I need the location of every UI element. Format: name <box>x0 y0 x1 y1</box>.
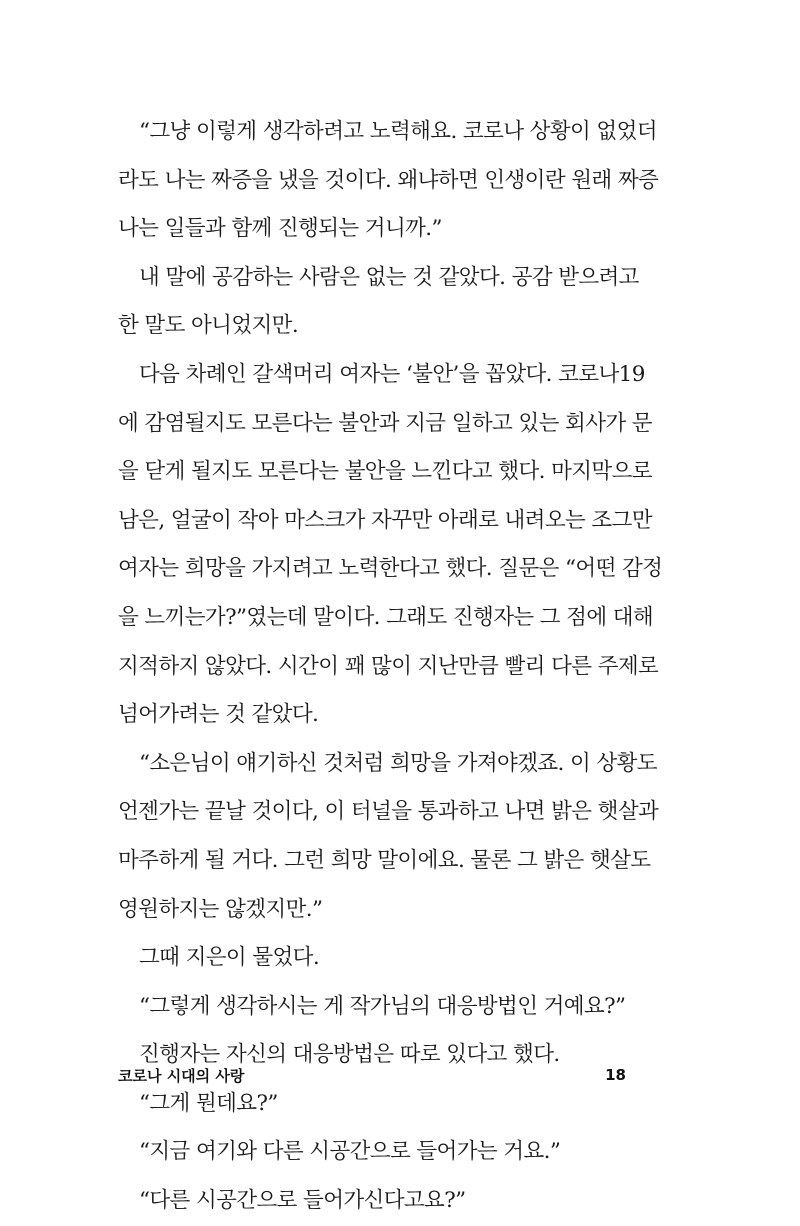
text-line: “그냥 이렇게 생각하려고 노력해요. 코로나 상황이 없었더 <box>139 119 657 144</box>
page-body <box>118 108 663 1226</box>
text-line: 언젠가는 끝날 것이다, 이 터널을 통과하고 나면 밝은 햇살과 <box>118 799 659 825</box>
text-line: 내 말에 공감하는 사람은 없는 것 같았다. 공감 받으려고 <box>139 264 639 290</box>
text-line: 라도 나는 짜증을 냈을 것이다. 왜냐하면 인생이란 원래 짜증 <box>118 167 659 193</box>
text-line: 지적하지 않았다. 시간이 꽤 많이 지난만큼 빨리 다른 주제로 <box>118 653 659 679</box>
text-line: 을 느끼는가?”였는데 말이다. 그래도 진행자는 그 점에 대해 <box>118 604 654 630</box>
text-line: 한 말도 아니었지만. <box>118 313 299 339</box>
page-number: 18 <box>605 1066 626 1084</box>
text-line: 나는 일들과 함께 진행되는 거니까.” <box>118 216 442 242</box>
text-line: 에 감염될지도 모른다는 불안과 지금 일하고 있는 회사가 문 <box>118 410 652 436</box>
running-title: 코로나 시대의 사랑 <box>118 1066 245 1085</box>
text-line: 마주하게 될 거다. 그런 희망 말이에요. 물론 그 밝은 햇살도 <box>118 847 651 873</box>
text-line: “다른 시공간으로 들어가신다고요?” <box>139 1188 466 1214</box>
text-line: 을 닫게 될지도 모른다는 불안을 느낀다고 했다. 마지막으로 <box>118 459 652 485</box>
text-line: “소은님이 얘기하신 것처럼 희망을 가져야겠죠. 이 상황도 <box>139 750 657 776</box>
text-line: “그게 뭔데요?” <box>139 1090 278 1116</box>
text-line: 그때 지은이 물었다. <box>139 945 320 971</box>
page-footer <box>118 1060 626 1090</box>
text-line: 남은, 얼굴이 작아 마스크가 자꾸만 아래로 내려오는 조그만 <box>118 507 652 533</box>
text-line: 영원하지는 않겠지만.” <box>118 896 323 922</box>
text-line: 여자는 희망을 가지려고 노력한다고 했다. 질문은 “어떤 감정 <box>118 556 663 582</box>
text-line: 넘어가려는 것 같았다. <box>118 702 319 728</box>
text-line: 진행자는 자신의 대응방법은 따로 있다고 했다. <box>139 1042 560 1068</box>
text-line: “그렇게 생각하시는 게 작가님의 대응방법인 거예요?” <box>139 993 626 1019</box>
text-line: “지금 여기와 다른 시공간으로 들어가는 거요.” <box>139 1139 561 1165</box>
text-line: 다음 차례인 갈색머리 여자는 ‘불안’을 꼽았다. 코로나19 <box>139 361 645 387</box>
